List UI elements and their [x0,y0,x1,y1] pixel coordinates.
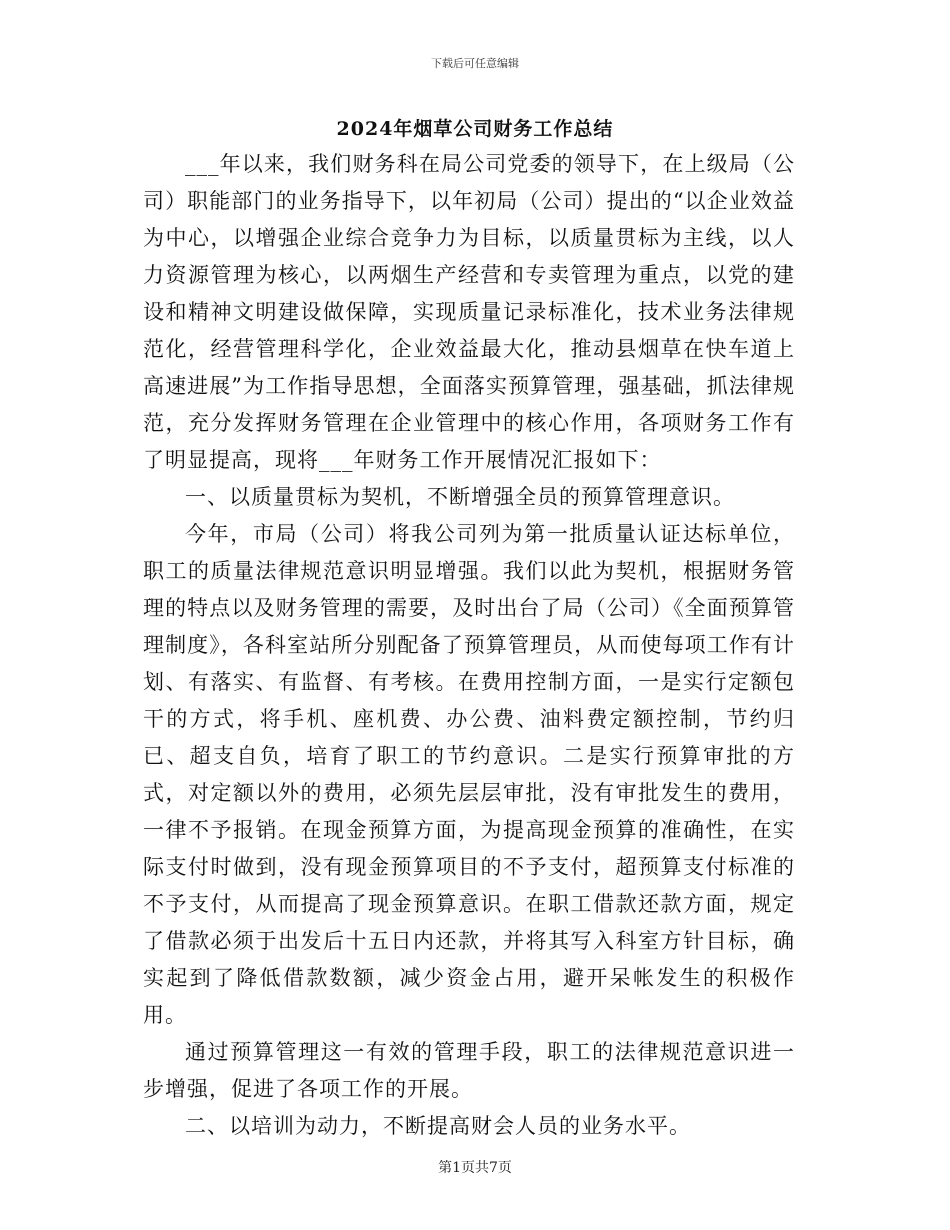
page-number: 第1页共7页 [438,1160,512,1176]
section-heading-2: 二、以培训为动力，不断提高财会人员的业务水平。 [185,1114,691,1138]
document-title: 2024年烟草公司财务工作总结 [336,118,614,140]
paragraph-intro: ___年以来，我们财务科在局公司党委的领导下，在上级局（公司）职能部门的业务指导下，以年初局（公司）提出的“以企业效益为中心，以增强企业综合竞争力为目标，以质量贯标为主线，以人力资源管理为核心，以两烟生产经营和专卖管理为重点，以党的建设和精神文明建设做保障，实现质量记录标准化，技术业务法律规范化，经营管理科学化，企业效益最大化，推动县烟草在快车道上高速进展”为工作指导思想，全面落实预算管理，强基础，抓法律规范，充分发挥财务管理在企业管理中的核心作用，各项财务工作有了明显提高，现将___年财务工作开展情况汇报如下： [143,152,795,472]
paragraph-budget-management: 今年，市局（公司）将我公司列为第一批质量认证达标单位，职工的质量法律规范意识明显增强。我们以此为契机，根据财务管理的特点以及财务管理的需要，及时出台了局（公司）《全面预算管理制度》，各科室站所分别配备了预算管理员，从而使每项工作有计划、有落实、有监督、有考核。在费用控制方面，一是实行定额包干的方式，将手机、座机费、办公费、油料费定额控制，节约归已、超支自负，培育了职工的节约意识。二是实行预算审批的方式，对定额以外的费用，必须先层层审批，没有审批发生的费用，一律不予报销。在现金预算方面，为提高现金预算的准确性，在实际支付时做到，没有现金预算项目的不予支付，超预算支付标准的不予支付，从而提高了现金预算意识。在职工借款还款方面，规定了借款必须于出发后十五日内还款，并将其写入科室方针目标，确实起到了降低借款数额，减少资金占用，避开呆帐发生的积极作用。 [143,522,795,1027]
header-note: 下载后可任意编辑 [431,57,519,70]
document-body [143,146,795,1145]
section-heading-1: 一、以质量贯标为契机，不断增强全员的预算管理意识。 [185,485,735,509]
paragraph-budget-summary: 通过预算管理这一有效的管理手段，职工的法律规范意识进一步增强，促进了各项工作的开展。 [143,1040,795,1101]
